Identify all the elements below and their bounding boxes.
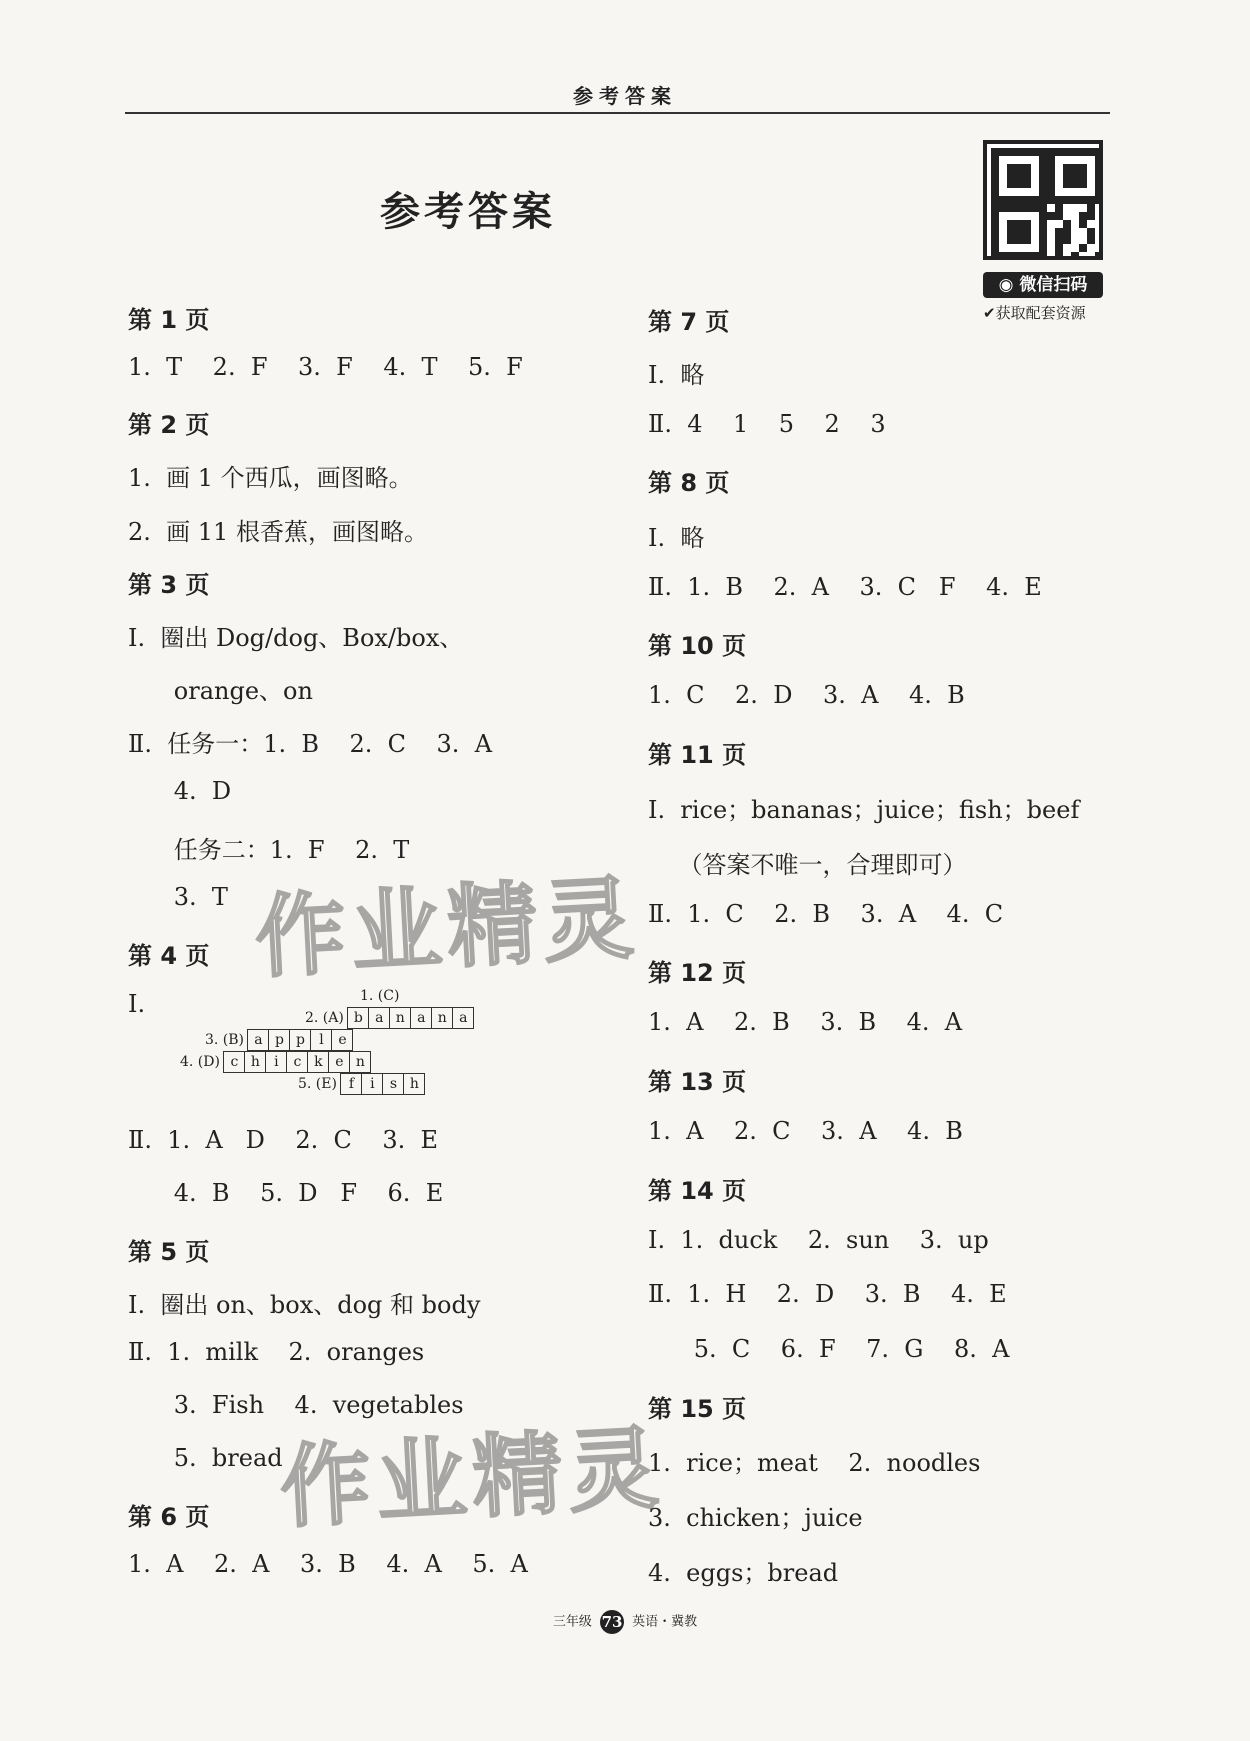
section-heading-p2: 第 2 页 [128,411,210,439]
header-rule [125,112,1110,114]
qr-module [1063,220,1071,228]
qr-finder-core [1007,220,1031,244]
answer-line: 1. T 2. F 3. F 4. T 5. F [128,353,523,381]
page-title: 参考答案 [380,188,556,235]
crossword-cell: h [244,1051,266,1073]
qr-module [1055,252,1063,260]
section-heading-p15: 第 15 页 [648,1395,747,1423]
answer-line: Ⅰ. [128,990,146,1018]
qr-code[interactable] [983,140,1103,260]
qr-module [1047,212,1055,220]
watermark: 作业精灵 [252,866,642,991]
answer-line: Ⅱ. 1. C 2. B 3. A 4. C [648,900,1004,928]
section-heading-p10: 第 10 页 [648,632,747,660]
section-heading-p12: 第 12 页 [648,959,747,987]
page-number: 73 [600,1610,624,1634]
answer-line: Ⅰ. rice；bananas；juice；fish；beef [648,796,1080,824]
crossword-row: 4. (D) c h i c k e n [180,1051,371,1073]
section-heading-p5: 第 5 页 [128,1238,210,1266]
crossword-cell: a [247,1029,269,1051]
qr-module [1055,204,1063,212]
answer-line: 任务二：1. F 2. T [128,836,410,864]
crossword-clue-label: 1. (C) [360,988,400,1004]
section-heading-p13: 第 13 页 [648,1068,747,1096]
section-heading-p8: 第 8 页 [648,469,730,497]
section-heading-p7: 第 7 页 [648,308,730,336]
answer-line: 5. C 6. F 7. G 8. A [648,1335,1010,1363]
crossword-cell: n [431,1007,453,1029]
answer-line: 1. A 2. A 3. B 4. A 5. A [128,1550,528,1578]
qr-module [1079,220,1087,228]
watermark: 作业精灵 [277,1416,667,1541]
answer-line: Ⅰ. 略 [648,524,705,552]
crossword-cell: p [289,1029,311,1051]
answer-line: Ⅱ. 1. H 2. D 3. B 4. E [648,1280,1007,1308]
crossword-cell: h [403,1073,425,1095]
qr-module [1055,244,1063,252]
crossword-cell: s [382,1073,404,1095]
running-header: 参考答案 [573,84,677,108]
answer-line: 1. C 2. D 3. A 4. B [648,681,965,709]
page-footer [0,1610,1250,1634]
qr-module [1087,236,1095,244]
answer-line: orange、on [128,677,313,705]
answer-line: 5. bread [128,1444,283,1472]
crossword-cell: n [349,1051,371,1073]
qr-module [1095,252,1103,260]
answer-line: （答案不唯一，合理即可） [648,851,967,879]
answer-line: Ⅰ. 圈出 on、box、dog 和 body [128,1291,481,1319]
answer-line: Ⅱ. 1. B 2. A 3. C F 4. E [648,573,1042,601]
crossword-cell: c [286,1051,308,1073]
crossword-cell: e [331,1029,353,1051]
qr-module [1063,236,1071,244]
crossword-cell: c [223,1051,245,1073]
answer-line: Ⅱ. 1. A D 2. C 3. E [128,1126,439,1154]
section-heading-p1: 第 1 页 [128,306,210,334]
answer-line: Ⅱ. 4 1 5 2 3 [648,410,886,438]
qr-finder-core [1007,164,1031,188]
footer-grade: 三年级 [552,1614,592,1630]
answer-line: 1. A 2. C 3. A 4. B [648,1117,963,1145]
crossword-cell: k [307,1051,329,1073]
crossword-cell: n [389,1007,411,1029]
answer-line: Ⅰ. 略 [648,361,705,389]
crossword-cell: i [361,1073,383,1095]
qr-module [1055,212,1063,220]
answer-line: Ⅰ. 1. duck 2. sun 3. up [648,1226,989,1254]
answer-line: 3. chicken；juice [648,1504,863,1532]
eye-scan-icon: ◉ [998,275,1020,295]
answer-line: 4. eggs；bread [648,1559,839,1587]
wechat-scan-badge[interactable]: ◉ 微信扫码 [983,272,1103,298]
qr-module [1079,244,1087,252]
section-heading-p4: 第 4 页 [128,942,210,970]
crossword-row: 2. (A) b a n a n a [305,1007,474,1029]
qr-module [1063,228,1071,236]
answer-line: 1. 画 1 个西瓜，画图略。 [128,464,413,492]
answer-line: 4. B 5. D F 6. E [128,1179,444,1207]
qr-module [1087,204,1095,212]
qr-module [1079,212,1087,220]
crossword-row: 5. (E) f i s h [298,1073,425,1095]
answer-line: Ⅰ. 圈出 Dog/dog、Box/box、 [128,624,464,652]
section-heading-p14: 第 14 页 [648,1177,747,1205]
crossword-cell: p [268,1029,290,1051]
answer-line: 4. D [128,777,232,805]
qr-module [1055,236,1063,244]
answer-line: Ⅱ. 任务一：1. B 2. C 3. A [128,730,493,758]
crossword-cell: a [368,1007,390,1029]
footer-subject: 英语・冀教 [632,1614,698,1630]
qr-module [1087,212,1095,220]
crossword-grid [180,985,520,1095]
crossword-cell: e [328,1051,350,1073]
crossword-cell: l [310,1029,332,1051]
answer-line: 1. rice；meat 2. noodles [648,1449,981,1477]
section-heading-p6: 第 6 页 [128,1503,210,1531]
answer-line: Ⅱ. 1. milk 2. oranges [128,1338,425,1366]
answer-line: 3. Fish 4. vegetables [128,1391,464,1419]
answer-line: 2. 画 11 根香蕉，画图略。 [128,518,428,546]
crossword-cell: i [265,1051,287,1073]
answer-line: 1. A 2. B 3. B 4. A [648,1008,963,1036]
scan-subtitle: ✔获取配套资源 [983,304,1086,322]
qr-module [1071,252,1079,260]
crossword-cell: b [347,1007,369,1029]
section-heading-p11: 第 11 页 [648,741,747,769]
crossword-cell: a [410,1007,432,1029]
crossword-row: 3. (B) a p p l e [205,1029,353,1051]
section-heading-p3: 第 3 页 [128,571,210,599]
qr-module [1055,228,1063,236]
answer-line: 3. T [128,883,228,911]
crossword-cell: a [452,1007,474,1029]
qr-finder-core [1063,164,1087,188]
qr-module [1087,228,1095,236]
crossword-cell: f [340,1073,362,1095]
